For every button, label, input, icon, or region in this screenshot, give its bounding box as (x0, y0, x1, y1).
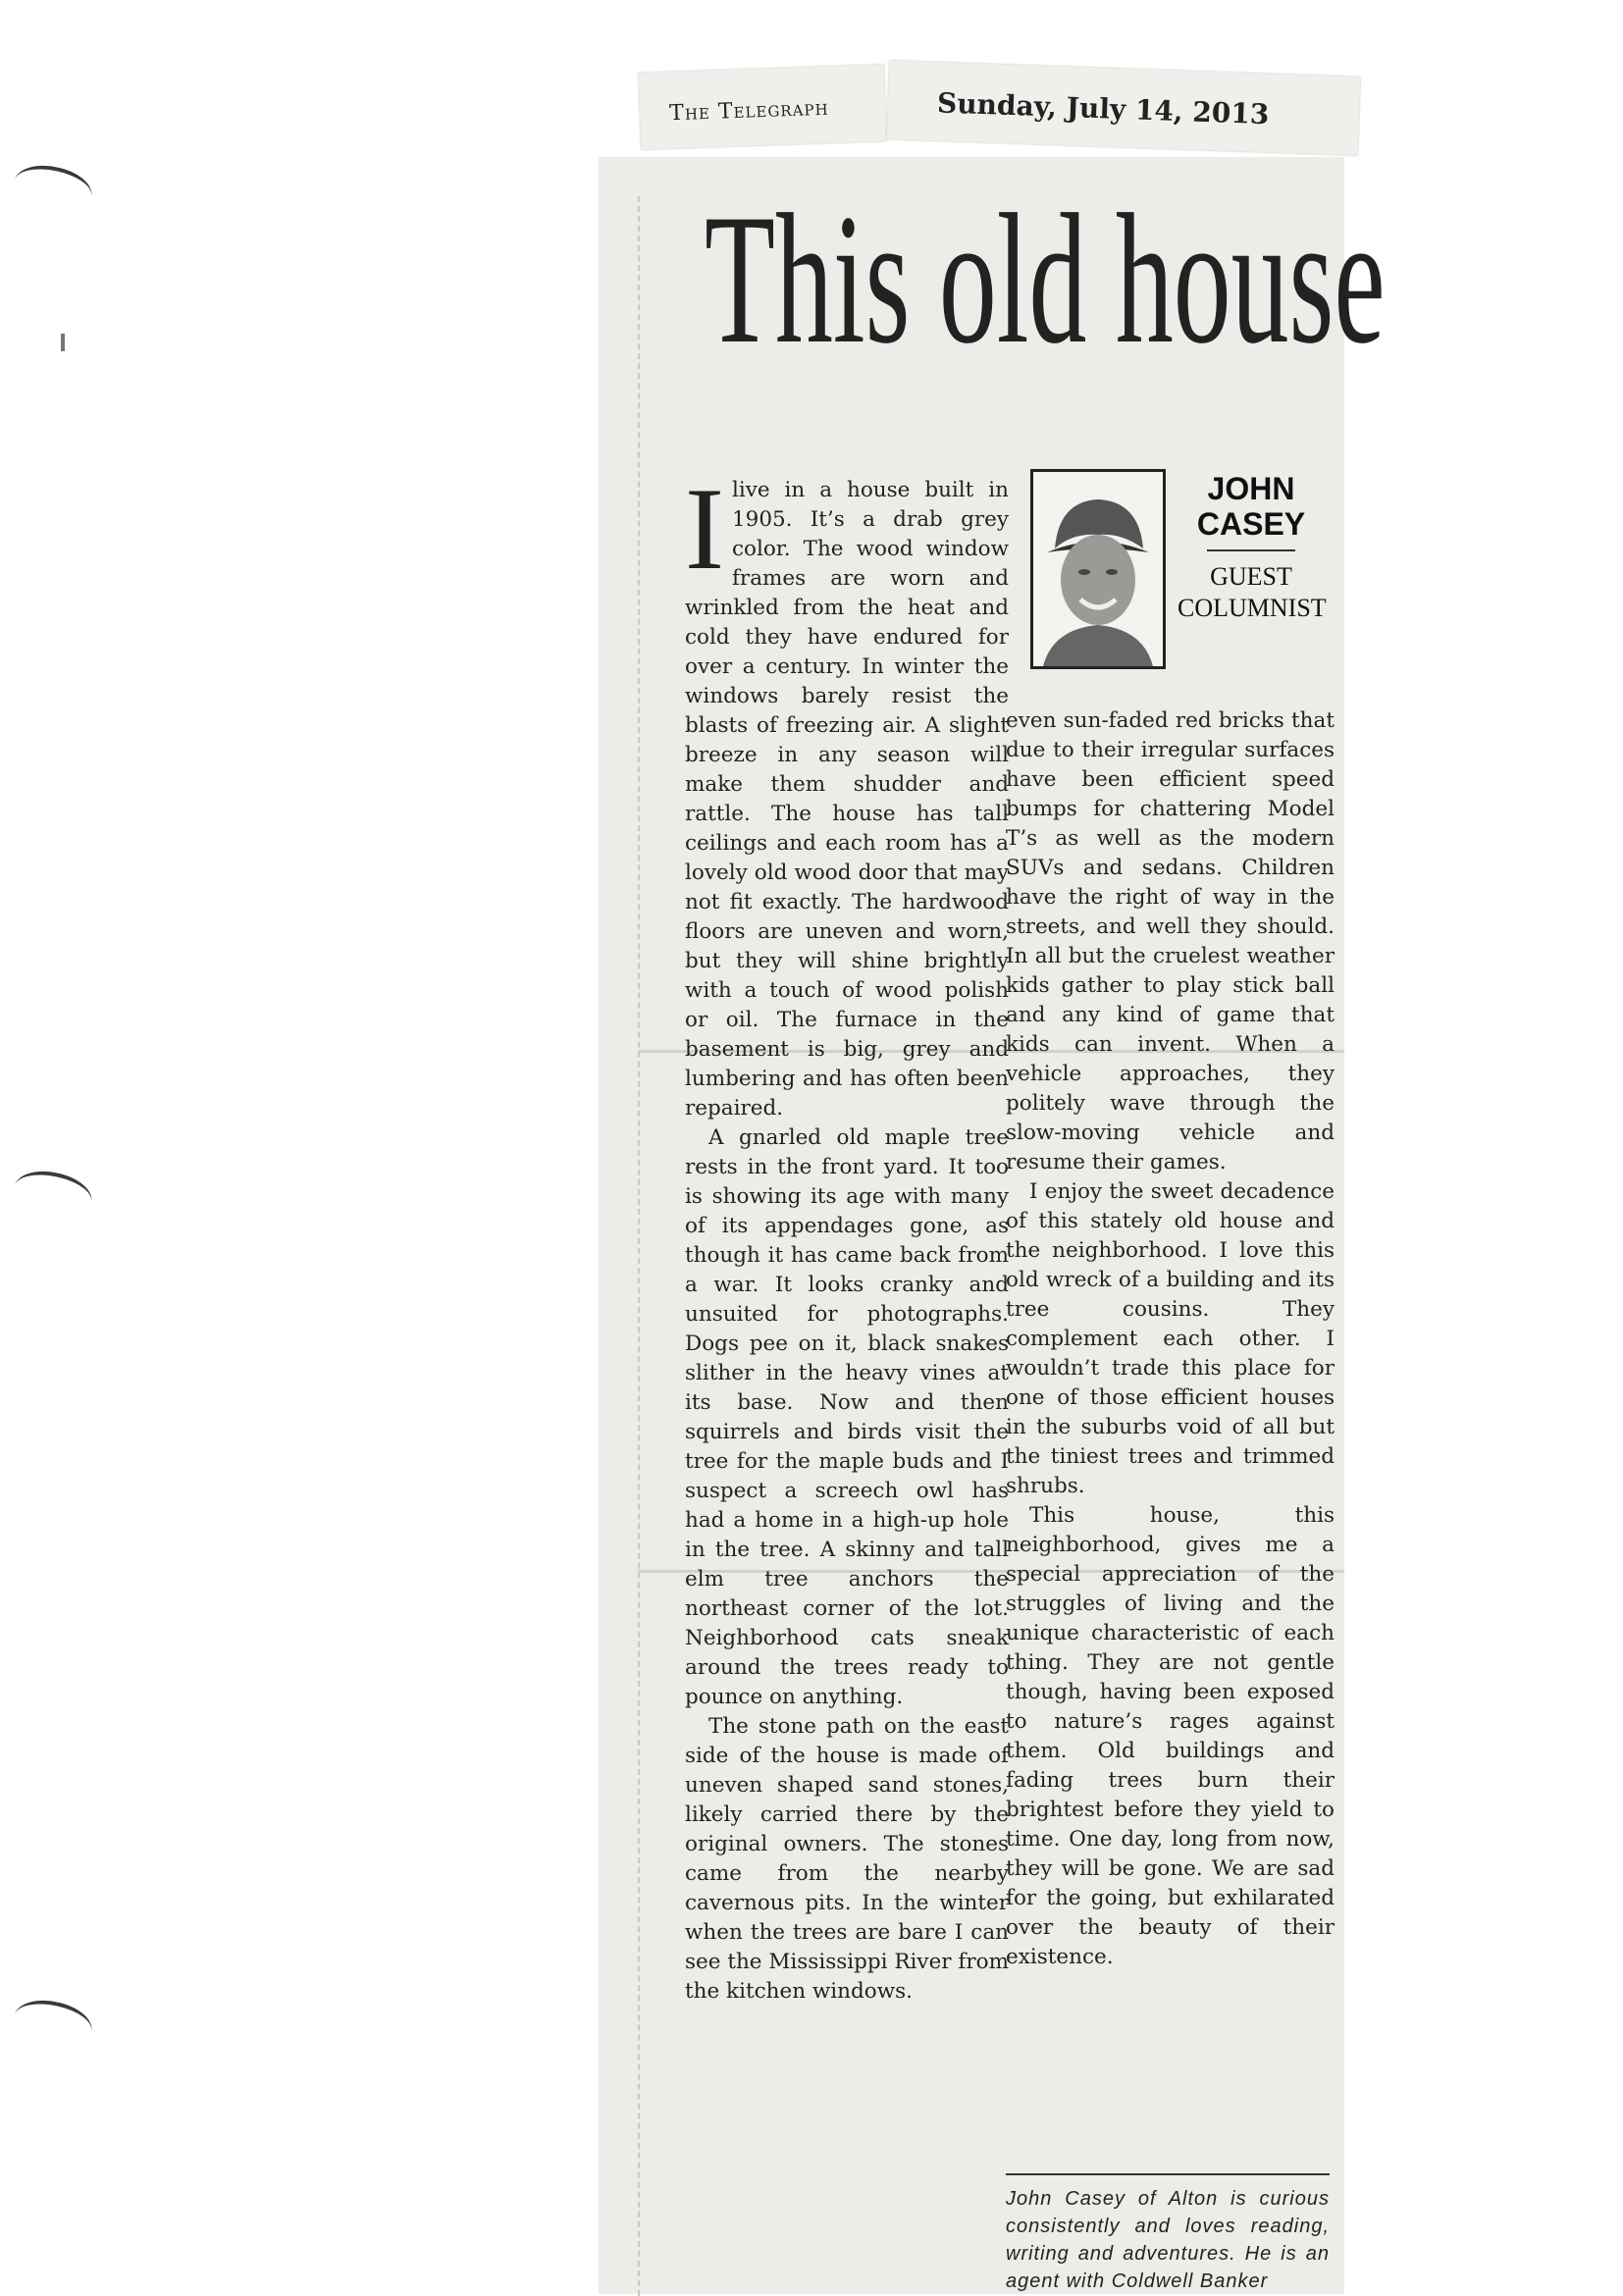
byline (1178, 471, 1325, 624)
article-paragraph: Ilive in a house built in 1905. It’s a drab grey color. The wood window frames are worn and wrinkled from the heat and cold they have endured for over a century. In winter the windows barely resist the blasts of freezing air. A slight breeze in any season will make them shudder and rattle. The house has tall ceilings and each room has a lovely old wood door that may not fit exactly. The hardwood floors are uneven and worn, but they will shine brightly with a touch of wood polish or oil. The furnace in the basement is big, grey and lumbering and has often been repaired. (685, 463, 1009, 1121)
drop-cap: I (685, 463, 724, 594)
author-photo (1030, 469, 1166, 669)
binder-hole-mark (10, 1165, 95, 1224)
scan-mark (61, 334, 65, 351)
binder-hole-mark (10, 159, 95, 218)
article-clipping (599, 157, 1386, 2294)
article-paragraph: even sun-faded red bricks that due to their irregular surfaces have been efficient speed bumps for chattering Model T’s as well as the modern SUVs and sedans. Children have the right of way in the streets, and well they should. In all but the cruelest weather kids gather to play stick ball and any kind of game that kids can invent. When a vehicle approaches, they politely wave through the slow-moving vehicle and resume their games. (1006, 708, 1335, 1174)
article-paragraph: This house, this neighborhood, gives me a special appreciation of the struggles of living and the unique characteristic of each thing. They are not gentle though, having been exposed to nature’s rages against them. Old buildings and fading trees burn their brightest before they yield to time. One day, long from now, they will be gone. We are sad for the going, but exhilarated over the beauty of their existence. (1006, 1503, 1335, 1969)
masthead-clipping (639, 65, 887, 150)
author-name: CASEY (1196, 506, 1306, 542)
article-column-2 (1006, 706, 1335, 1972)
binder-hole-mark (10, 1994, 95, 2053)
article-paragraph: A gnarled old maple tree rests in the front yard. It too is showing its age with many of its appendages gone, as though it has came back from a war. It looks cranky and unsuited for photographs. Dogs pee on it, black snakes slither in the heavy vines at its base. Now and then squirrels and birds visit the tree for the maple buds and I suspect a screech owl has had a home in a high-up hole in the tree. A skinny and tall elm tree anchors the northeast corner of the lot. Neighborhood cats sneak around the trees ready to pounce on anything. (685, 1125, 1009, 1709)
author-note: John Casey of Alton is curious consistently and loves reading, writing and adventures. He is an agent with Coldwell Banker (1006, 2173, 1330, 2295)
author-role: COLUMNIST (1178, 594, 1327, 622)
article-paragraph: The stone path on the east side of the house is made of uneven shaped sand stones, likely carried there by the original owners. The stones came from the nearby cavernous pits. In the winter when the trees are bare I can see the Mississippi River from the kitchen windows. (685, 1714, 1009, 2004)
author-role: GUEST (1210, 562, 1292, 591)
publication-date: Sunday, July 14, 2013 (936, 86, 1270, 131)
article-column-1 (685, 463, 1009, 2007)
author-name: JOHN (1207, 471, 1295, 506)
torn-margin (599, 196, 640, 2296)
publication-name: The Telegraph (668, 95, 830, 127)
date-clipping (887, 61, 1360, 156)
headline: This old house (705, 177, 1386, 383)
byline-divider (1207, 549, 1295, 551)
article-paragraph: I enjoy the sweet decadence of this stately old house and the neighborhood. I love this old wreck of a building and its tree cousins. They complement each other. I wouldn’t trade this place for one of those efficient houses in the suburbs void of all but the tiniest trees and trimmed shrubs. (1006, 1179, 1335, 1498)
